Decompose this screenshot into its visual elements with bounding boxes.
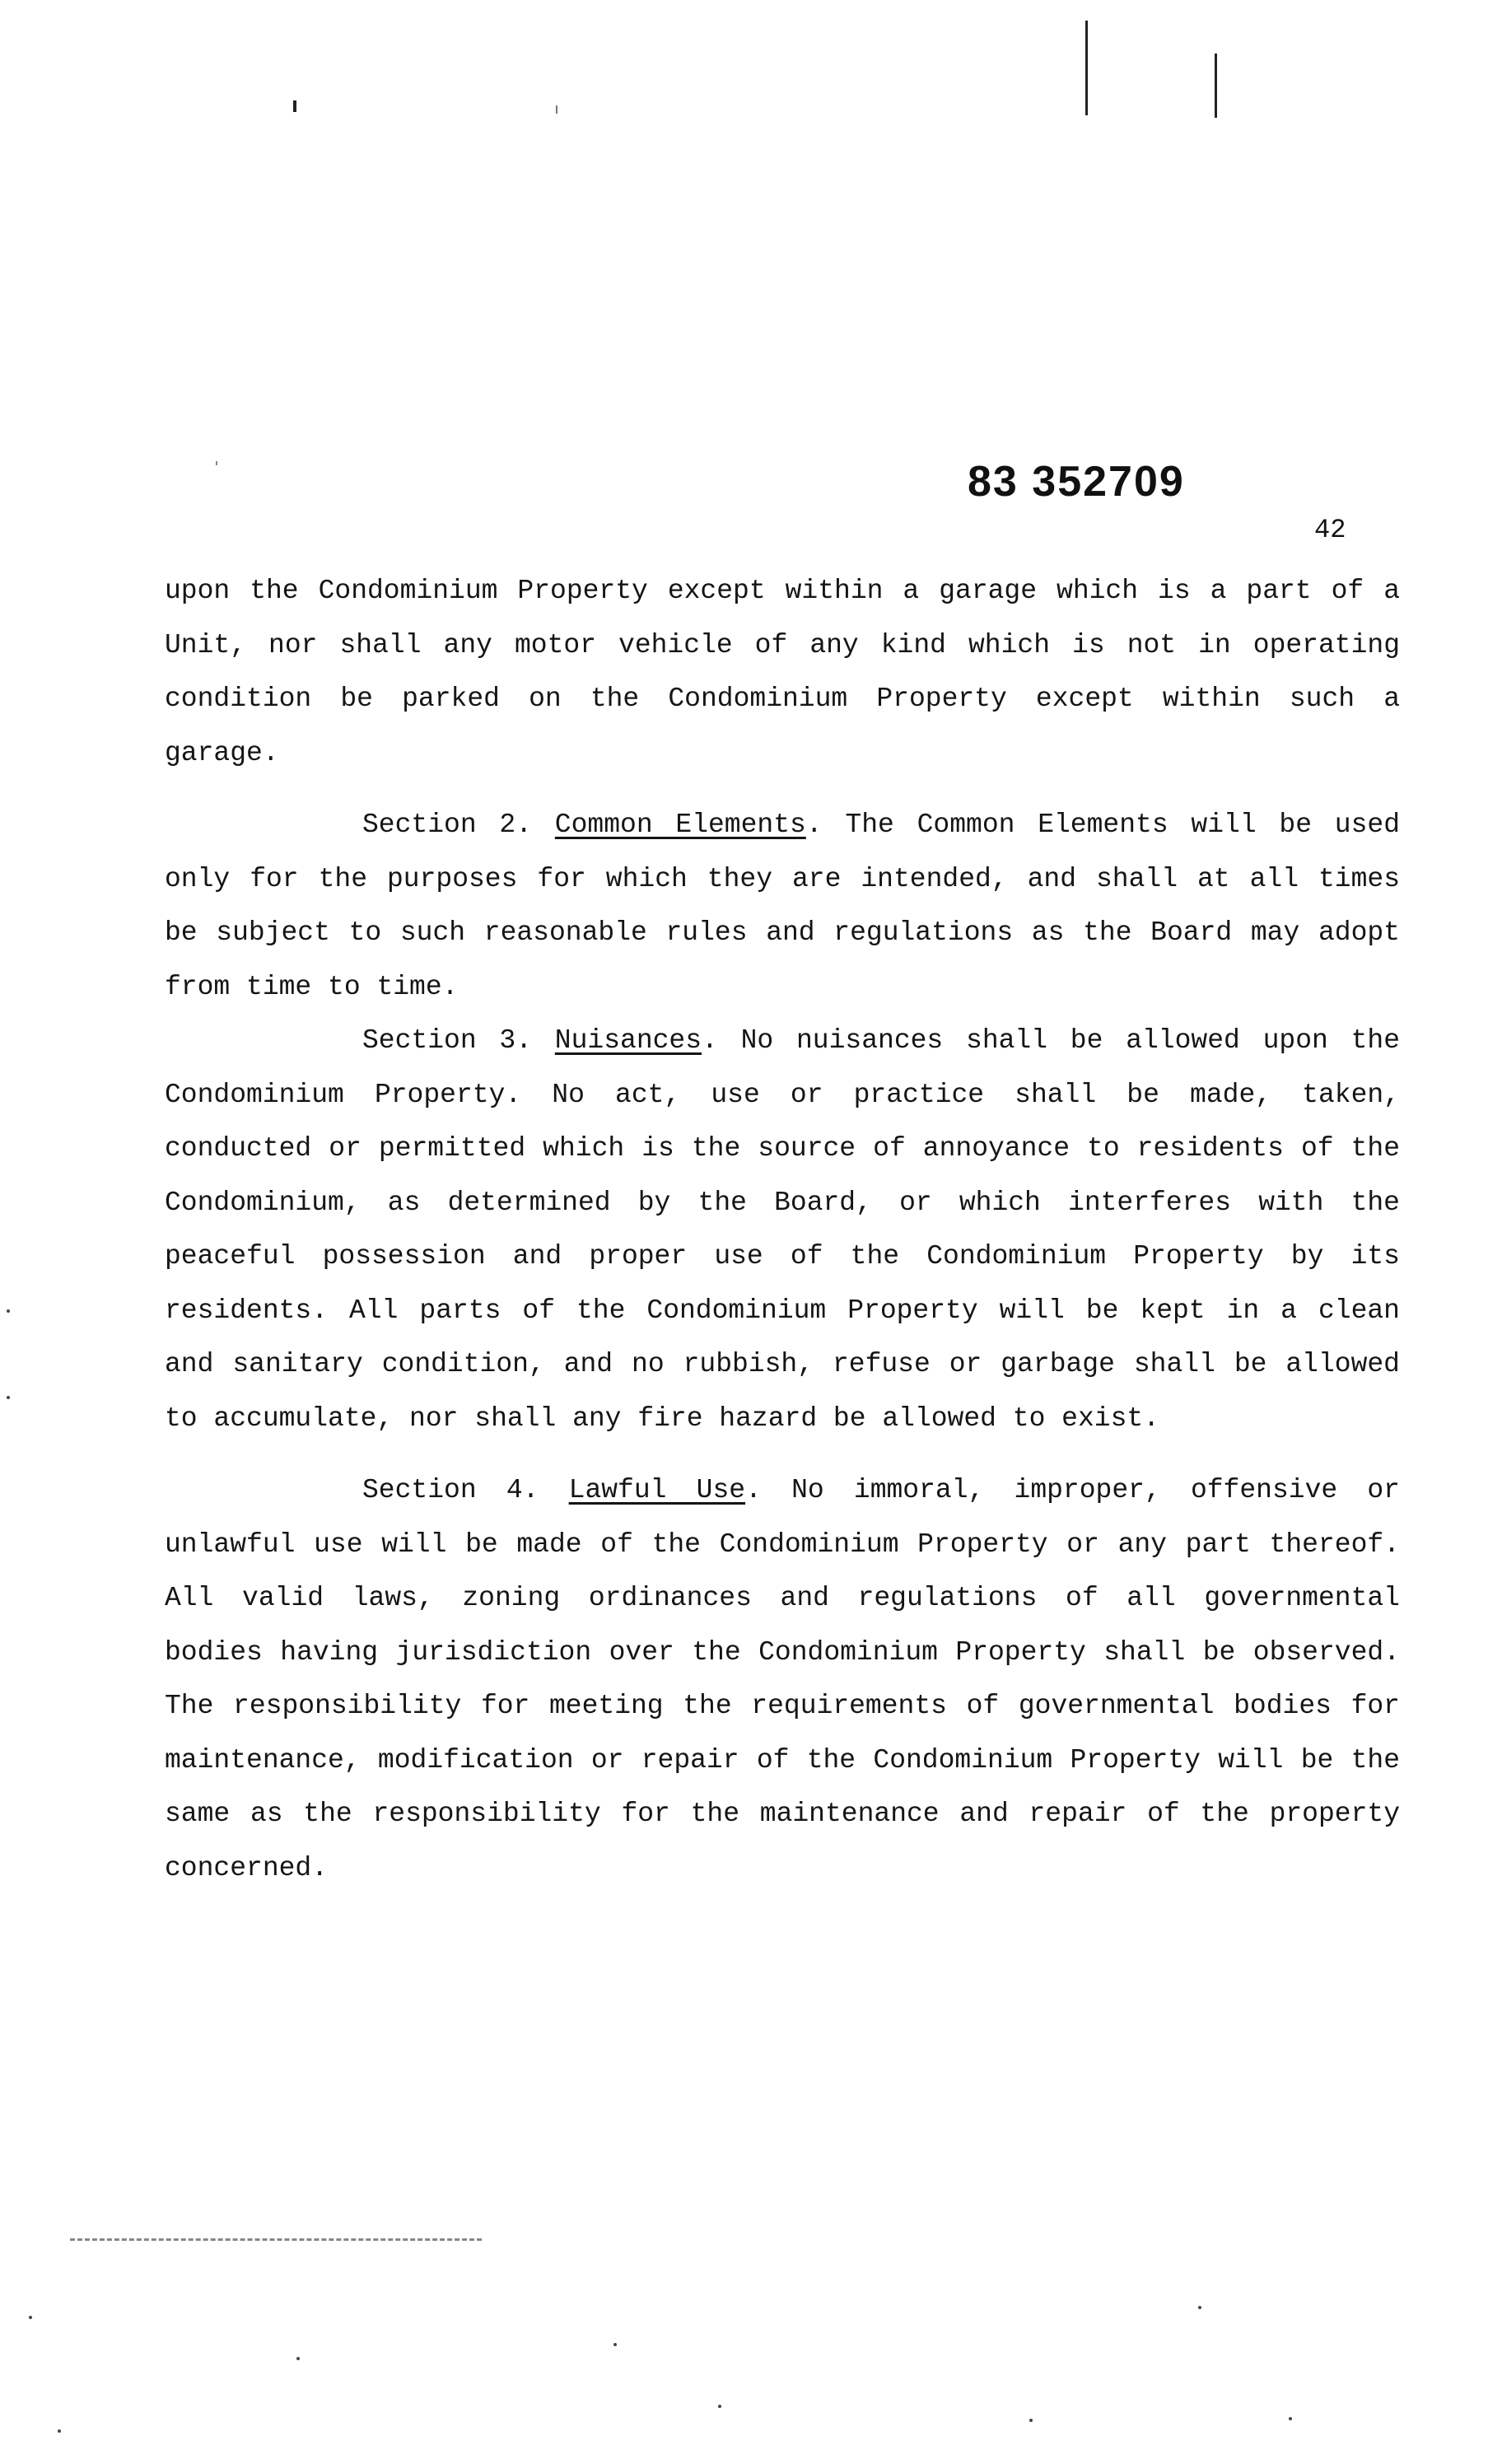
section-text: No immoral, improper, offensive or unlawful use will be made of the Condominium Property or any part thereof. All valid laws, zoning ordinances and regulations of all governmental bodies having jurisdiction over the Condominium Property shall be observed. The responsibility for meeting the requirements of governmental bodies for maintenance, modification or repair of the Condominium Property will be the same as the responsibility for the maintenance and repair of the property concerned. — [165, 1475, 1400, 1883]
scan-dash-line — [70, 2238, 482, 2241]
scan-speck — [7, 1309, 10, 1313]
section-text: No nuisances shall be allowed upon the Condominium Property. No act, use or practice shall be made, taken, conducted or permitted which is the source of annoyance to residents of the Condominium, as determined by the Board, or which interferes with the peaceful possession and proper use of the Condominium Property by its residents. All parts of the Condominium Property will be kept in a clean and sanitary condition, and no rubbish, refuse or garbage shall be allowed to accumulate, nor shall any fire hazard be allowed to exist. — [165, 1025, 1400, 1434]
scan-mark — [216, 461, 217, 465]
section-lawful-use: Section 4. Lawful Use. No immoral, improper, offensive or unlawful use will be made of the Condominium Property or any part thereof. All valid laws, zoning ordinances and regulations of all governmental bodies having jurisdiction over the Condominium Property shall be observed. The responsibility for meeting the requirements of governmental bodies for maintenance, modification or repair of the Condominium Property will be the same as the responsibility for the maintenance and repair of the property concerned. — [165, 1475, 1400, 1883]
paragraph-text: upon the Condominium Property except within a garage which is a part of a Unit, nor shall any motor vehicle of any kind which is not in operating condition be parked on the Condominium Property except within such a garage. — [165, 576, 1400, 768]
scan-mark — [293, 100, 296, 112]
section-heading: Lawful Use — [568, 1475, 746, 1505]
section-common-elements: Section 2. Common Elements. The Common Elements will be used only for the purposes for which they are intended, and shall at all times be subject to such reasonable rules and regulations as the Board may adopt from time to time. — [165, 810, 1400, 1002]
document-body — [165, 564, 1400, 1895]
section-number: Section 2. — [362, 810, 533, 840]
scan-speck — [296, 2357, 300, 2360]
scan-speck — [7, 1396, 10, 1399]
scan-mark — [1085, 21, 1088, 115]
scan-speck — [718, 2405, 721, 2408]
scan-speck — [29, 2316, 32, 2319]
page-number: 42 — [1314, 515, 1346, 545]
scan-speck — [1198, 2306, 1201, 2309]
scan-mark — [1215, 54, 1217, 118]
document-number: 83 352709 — [968, 458, 1185, 506]
scan-speck — [613, 2343, 617, 2346]
section-heading: Common Elements — [554, 810, 806, 840]
section-number: Section 4. — [362, 1475, 539, 1505]
scan-speck — [58, 2429, 61, 2433]
section-number: Section 3. — [362, 1025, 533, 1056]
section-nuisances: Section 3. Nuisances. No nuisances shall be allowed upon the Condominium Property. No act, use or practice shall be made, taken, conducted or permitted which is the source of annoyance to residents of the Condominium, as determined by the Board, or which interferes with the peaceful possession and proper use of the Condominium Property by its residents. All parts of the Condominium Property will be kept in a clean and sanitary condition, and no rubbish, refuse or garbage shall be allowed to accumulate, nor shall any fire hazard be allowed to exist. — [165, 1025, 1400, 1434]
scan-speck — [1289, 2417, 1292, 2420]
scan-speck — [1029, 2419, 1033, 2422]
scan-mark — [556, 105, 557, 114]
section-heading: Nuisances — [554, 1025, 702, 1056]
section-text: The Common Elements will be used only for the purposes for which they are intended, and shall at all times be subject to such reasonable rules and regulations as the Board may adopt from time to time. — [165, 810, 1400, 1002]
paragraph-continuation — [165, 564, 1400, 780]
